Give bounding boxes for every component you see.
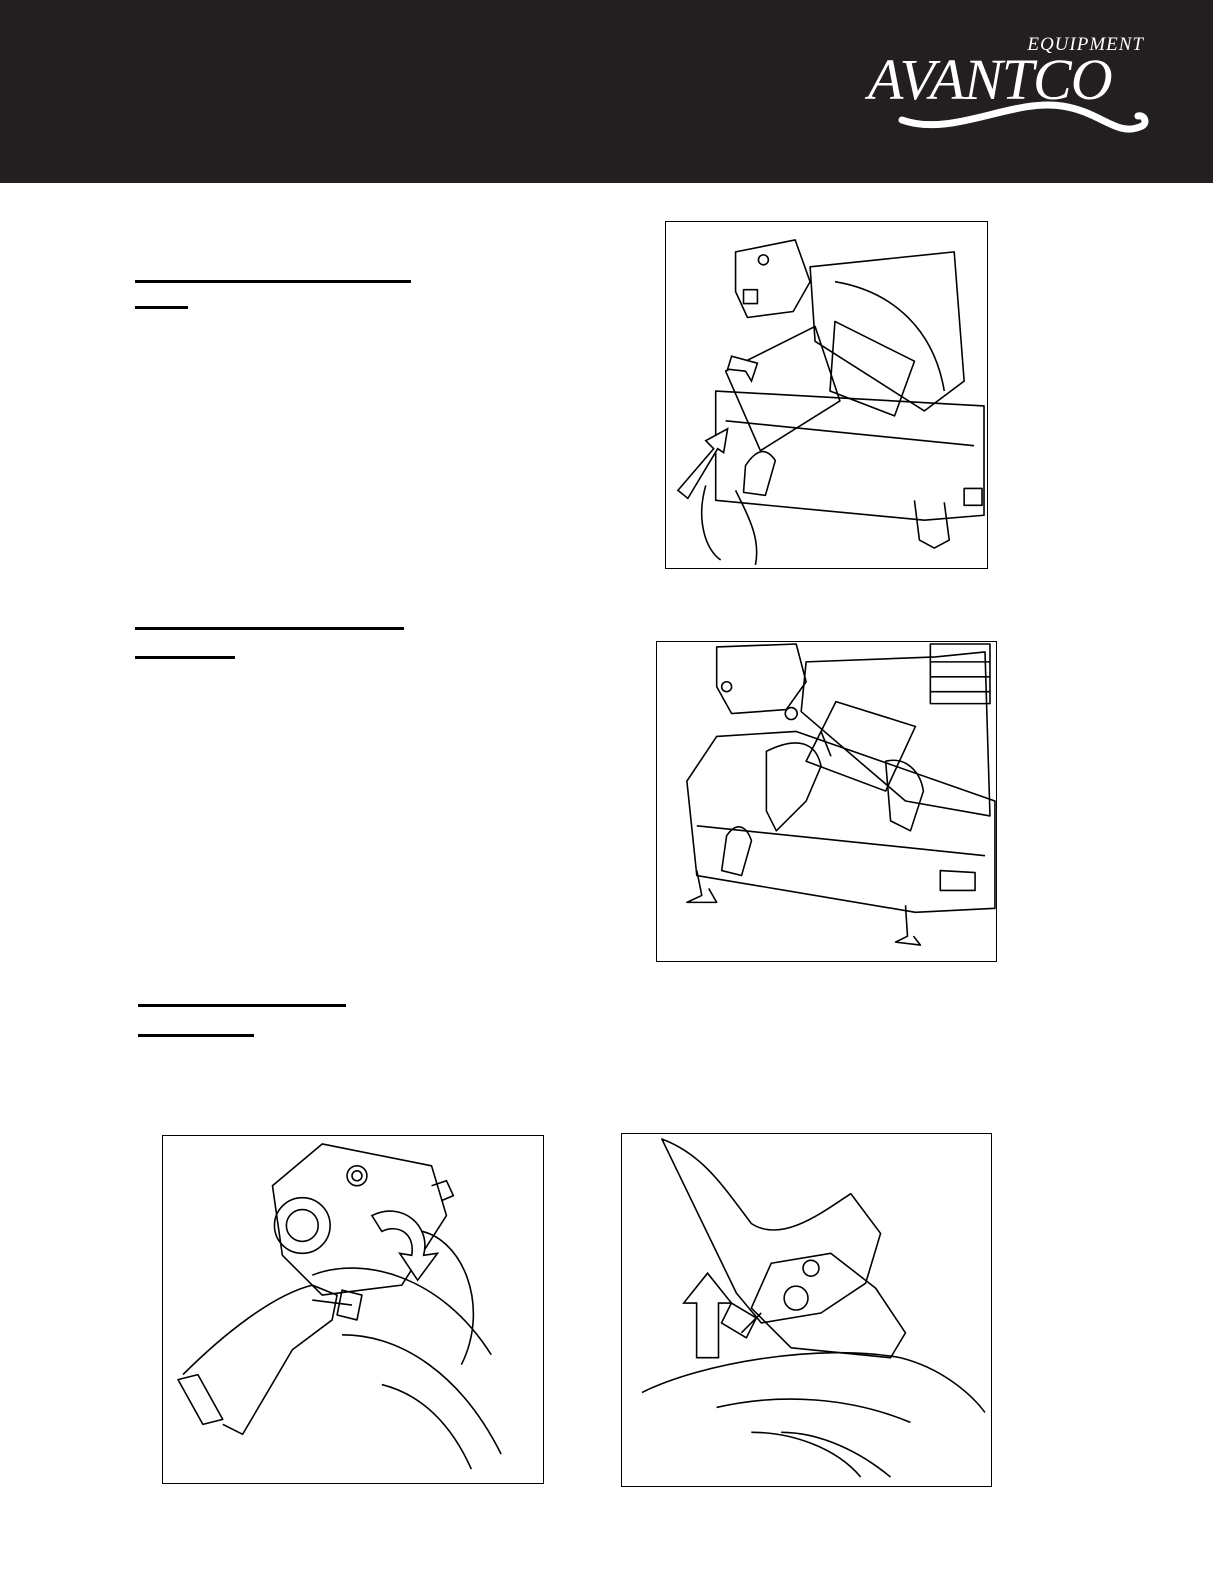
logo-wordmark: AVANTCO (868, 47, 1112, 112)
page-header (0, 0, 1213, 183)
sharpener-lift-illustration-icon (622, 1134, 991, 1486)
section-1-heading-rule (135, 280, 411, 283)
section-3-heading-rule (138, 1004, 346, 1007)
slicer-knob-illustration-icon (666, 222, 987, 568)
figure-remove-blade-guard (656, 641, 997, 962)
sharpener-knob-illustration-icon (163, 1136, 543, 1483)
avantco-logo (862, 28, 1152, 143)
section-3-heading-rule-2 (138, 1034, 254, 1037)
figure-loosen-sharpener-knob (162, 1135, 544, 1484)
figure-lift-sharpener (621, 1133, 992, 1487)
section-2-heading-rule (135, 627, 404, 630)
slicer-guard-illustration-icon (657, 642, 996, 961)
arrow-up-icon (684, 1273, 732, 1358)
section-1-heading-rule-2 (135, 306, 188, 309)
logo-equipment-text: EQUIPMENT (1027, 34, 1144, 55)
section-2-heading-rule-2 (135, 656, 235, 659)
figure-remove-carriage-knob (665, 221, 988, 569)
arrow-up-icon (678, 356, 758, 498)
